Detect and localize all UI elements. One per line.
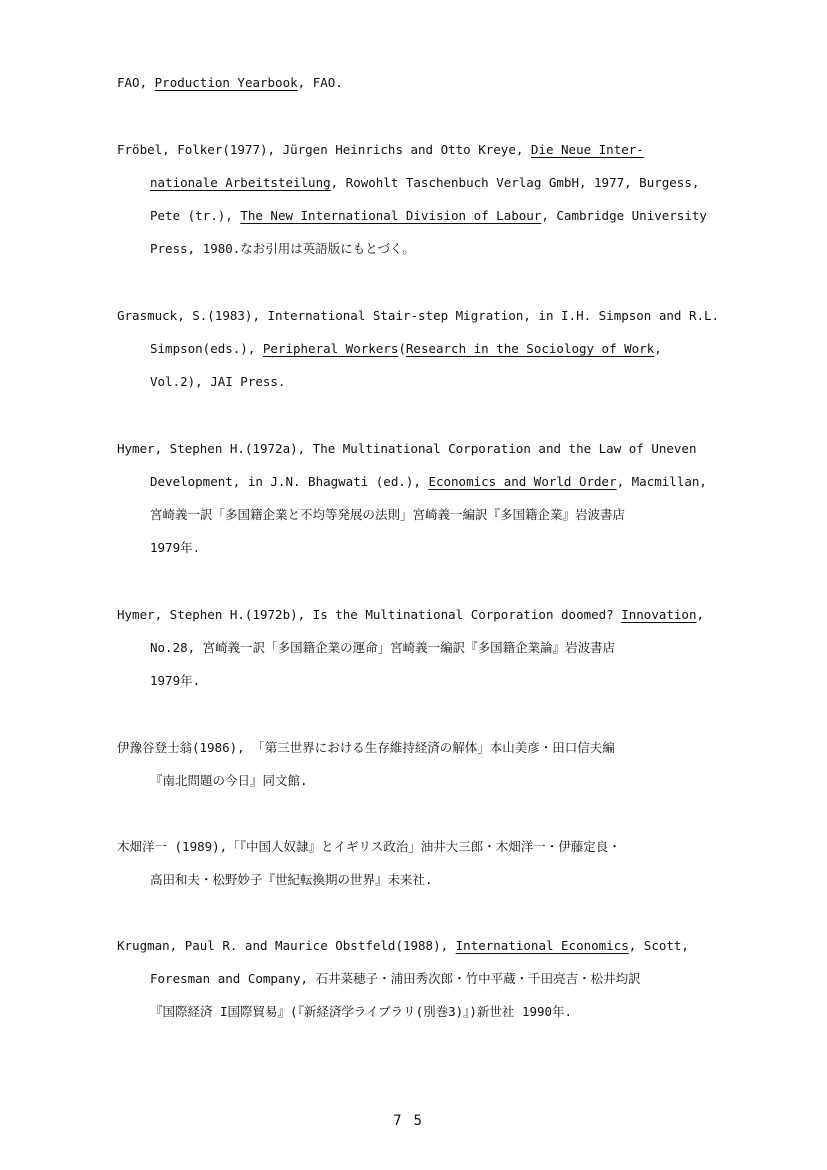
reference-line: 1979年. — [150, 673, 201, 688]
reference-entry-grasmuck — [117, 299, 769, 398]
reference-line: Grasmuck, S.(1983), International Stair-step Migration, in I.H. Simpson and R.L. — [117, 308, 720, 323]
series-title: Research in the Sociology of Work — [405, 341, 655, 356]
reference-line: No.28, 宮崎義一訳「多国籍企業の運命」宮崎義一編訳『多国籍企業論』岩波書店 — [150, 640, 616, 655]
reference-entry-krugman — [117, 929, 769, 1028]
book-title: International Economics — [455, 938, 629, 953]
page-number: 75 — [393, 1113, 434, 1129]
reference-line: Foresman and Company, 石井菜穂子・浦田秀次郎・竹中平蔵・千田亮吉・松井均訳 — [150, 971, 641, 986]
reference-line: Krugman, Paul R. and Maurice Obstfeld(1988), International Economics, Scott, — [117, 938, 689, 953]
reference-line: 木畑洋一 (1989),「『中国人奴隷』とイギリス政治」油井大三郎・木畑洋一・伊藤定良・ — [117, 839, 621, 854]
reference-entry-iyotani — [117, 731, 769, 797]
journal-title: Innovation — [621, 607, 697, 622]
reference-line: Vol.2), JAI Press. — [150, 374, 286, 389]
reference-line: 宮崎義一訳「多国籍企業と不均等発展の法則」宮崎義一編訳『多国籍企業』岩波書店 — [150, 507, 626, 522]
reference-line: 高田和夫・松野妙子『世紀転換期の世界』未来社. — [150, 872, 433, 887]
reference-line: Hymer, Stephen H.(1972a), The Multinational Corporation and the Law of Uneven — [117, 441, 697, 456]
reference-line: Fröbel, Folker(1977), Jürgen Heinrichs and Otto Kreye, Die Neue Inter- — [117, 142, 644, 157]
reference-entry-kibata — [117, 830, 769, 896]
book-title: Peripheral Workers — [262, 341, 399, 356]
reference-entry-frobel — [117, 133, 769, 265]
reference-line: 1979年. — [150, 540, 201, 555]
reference-line: nationale Arbeitsteilung, Rowohlt Taschenbuch Verlag GmbH, 1977, Burgess, — [150, 175, 700, 190]
book-title: nationale Arbeitsteilung — [150, 175, 331, 190]
reference-line: Press, 1980.なお引用は英語版にもとづく。 — [150, 241, 415, 256]
reference-line: Hymer, Stephen H.(1972b), Is the Multinational Corporation doomed? Innovation, — [117, 607, 705, 622]
book-title: The New International Division of Labour — [240, 208, 542, 223]
reference-entry-fao — [117, 66, 769, 99]
reference-line: 『南北問題の今日』同文館. — [150, 773, 308, 788]
reference-line: 『国際経済 I国際貿易』(『新経済学ライブラリ(別巻3)』)新世社 1990年. — [150, 1004, 573, 1019]
reference-entry-hymer-1972a — [117, 432, 769, 564]
reference-line: Development, in J.N. Bhagwati (ed.), Economics and World Order, Macmillan, — [150, 474, 707, 489]
book-title: Production Yearbook — [154, 75, 298, 90]
book-title: Economics and World Order — [428, 474, 617, 489]
reference-line: 伊豫谷登士翁(1986), 「第三世界における生存維持経済の解体」本山美彦・田口信夫編 — [117, 740, 615, 755]
reference-entry-hymer-1972b — [117, 598, 769, 697]
reference-line: FAO, Production Yearbook, FAO. — [117, 75, 343, 90]
book-title: Die Neue Inter- — [530, 142, 644, 157]
reference-line: Pete (tr.), The New International Division of Labour, Cambridge University — [150, 208, 707, 223]
reference-line: Simpson(eds.), Peripheral Workers(Research in the Sociology of Work, — [150, 341, 662, 356]
